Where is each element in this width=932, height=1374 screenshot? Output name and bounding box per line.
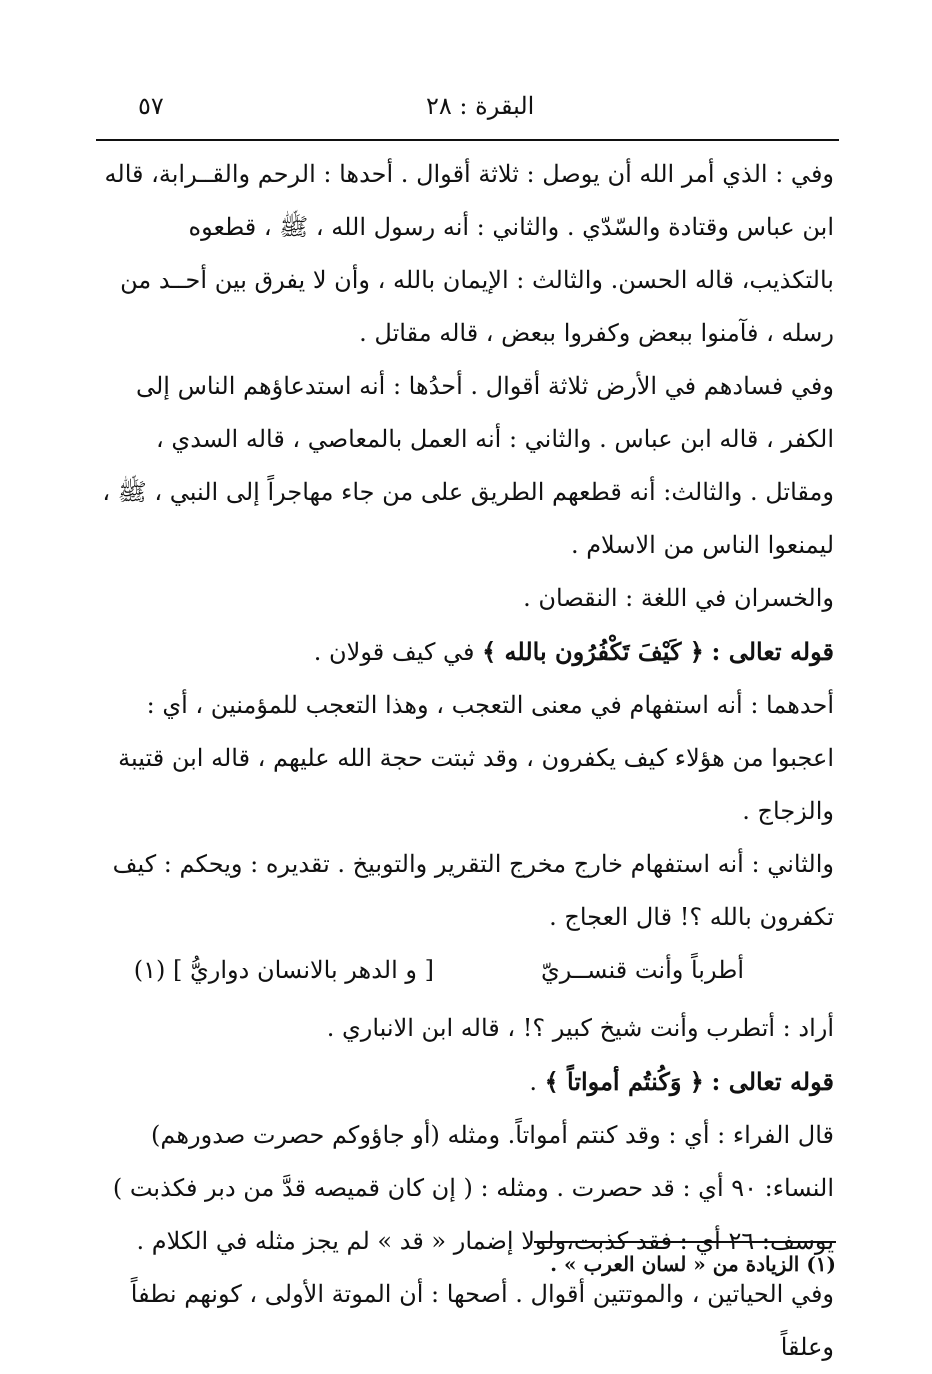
page-number: ٥٧ — [138, 92, 164, 120]
footnote: (١) الزيادة من « لسان العرب » . — [550, 1252, 836, 1276]
paragraph-corruption: وفي فسادهم في الأرض ثلاثة أقوال . أحدُها : أنه استدعاؤهم الناس إلى الكفر ، قاله ابن عباس . والثاني : أنه العمل بالمعاصي ، قاله السدي ، ومقاتل . والثالث: أنه قطعهم الطريق على من جاء مهاجراً إلى النبي ، ﷺ ، ليمنعوا الناس من الاسلام . — [102, 372, 834, 559]
main-text — [96, 148, 834, 1374]
footnote-divider — [534, 1241, 836, 1243]
paragraph-verse-how-disbelieve — [96, 625, 834, 679]
header-divider — [96, 139, 839, 141]
paragraph-first-opinion: أحدهما : أنه استفهام في معنى التعجب ، وهذا التعجب للمؤمنين ، أي : اعجبوا من هؤلاء كيف يكفرون ، وقد ثبتت حجة الله عليهم ، قاله ابن قتيبة والزجاج . — [118, 691, 834, 825]
paragraph-second-opinion: والثاني : أنه استفهام خارج مخرج التقرير والتوبيخ . تقديره : ويحكم : كيف تكفرون بالله ؟! قال العجاج . — [112, 850, 834, 931]
quran-verse: ﴿ كَيْفَ تَكْفُرُون بالله ﴾ — [482, 637, 704, 666]
poem-second-hemistich: [ و الدهر بالانسان دواريُّ ] (١) — [133, 956, 434, 984]
verse-commentary: . — [529, 1068, 537, 1096]
paragraph-verse-were-dead — [96, 1055, 834, 1109]
paragraph-two-lives: وفي الحياتين ، والموتتين أقوال . أصحها : أن الموتة الأولى ، كونهم نطفاً وعلقاً — [130, 1280, 834, 1361]
paragraph-farra: قال الفراء : أي : وقد كنتم أمواتاً. ومثله (أو جاؤوكم حصرت صدورهم) النساء: ٩٠ أي : قد حصرت . ومثله : ( إن كان قميصه قدَّ من دبر فكذبت ) يوسف: ٢٦ أي : فقد كذبت،ولولا إضمار « قد » لم يجز مثله في الكلام . — [112, 1121, 834, 1255]
running-head — [96, 92, 834, 126]
paragraph-poem-meaning: أراد : أتطرب وأنت شيخ كبير ؟! ، قاله ابن الانباري . — [326, 1014, 834, 1042]
verse-label: قوله تعالى : — [711, 1067, 834, 1096]
surah-verse-reference: البقرة : ٢٨ — [426, 92, 535, 120]
poetry-verse — [96, 944, 834, 1002]
verse-commentary: في كيف قولان . — [313, 638, 475, 666]
paragraph-covenant: وفي : الذي أمر الله أن يوصل : ثلاثة أقوال . أحدها : الرحم والقــرابة، قاله ابن عباس وقتادة والسّدّي . والثاني : أنه رسول الله ، ﷺ ، قطعوه بالتكذيب، قاله الحسن. والثالث : الإيمان بالله ، وأن لا يفرق بين أحــد من رسله ، فآمنوا ببعض وكفروا ببعض ، قاله مقاتل . — [104, 160, 834, 347]
paragraph-loss-definition: والخسران في اللغة : النقصان . — [523, 584, 834, 612]
quran-verse: ﴿ وَكُنتُم أمواتاً ﴾ — [544, 1067, 704, 1096]
poem-first-hemistich: أطرباً وأنت قنســريّ — [541, 956, 744, 984]
verse-label: قوله تعالى : — [711, 637, 834, 666]
